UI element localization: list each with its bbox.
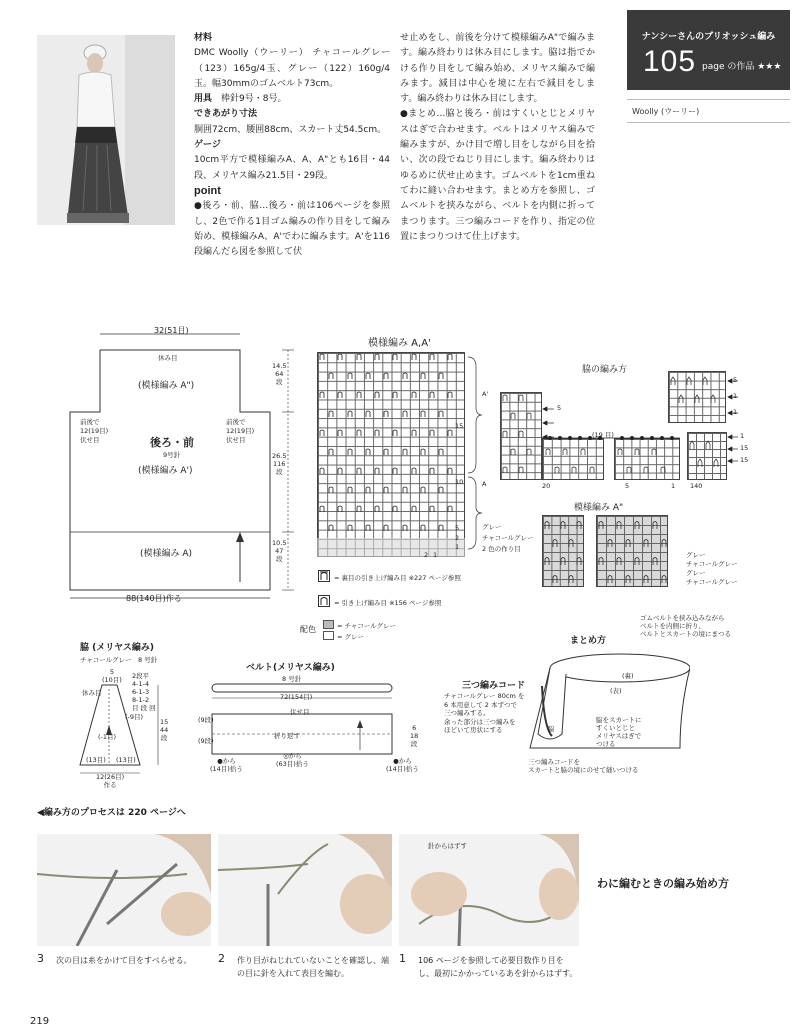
chart-row-10: 10 — [455, 478, 464, 486]
purl-slip-icon — [318, 570, 330, 582]
side-top-width: 5 (10目) — [102, 668, 122, 684]
finish-note-1: ゴムベルトを挟み込みながら ベルトを内側に折り、 ベルトとスカートの境にまつる — [640, 614, 731, 638]
side-col-20: 20 — [542, 482, 551, 490]
chart-aa-title: 模様編み A,A' — [368, 338, 431, 349]
finishing-text: ●まとめ…脇と後ろ・前はすくいとじとメリヤスはぎで合わせます。ベルトはメリヤス編みで編みますが、かけ目で増し目をしながら目を拾い、次の段でねじり目にします。編み終わりはゆるめに伏せ止めます。ゴムベルトを1cm重ねてわに縫い合わせます。まとめ方を参照し、ゴムベルトを挟みながら、ベルトを内側に折ってまつります。三つ編みコードを作り、指定の位置にまつりつけて仕上げます。 — [400, 109, 595, 242]
side-chart-symbols — [500, 371, 750, 483]
side-decrease-total: (-9目) — [125, 713, 144, 721]
side-col-1: 1 — [671, 482, 676, 490]
finish-title: まとめ方 — [570, 636, 607, 646]
finish-note-2: 脇をスカートに すくいとじと メリヤスはぎで つける — [596, 716, 642, 748]
heading-point: point — [194, 184, 221, 197]
body-pattern-a1: (模様編み A') — [138, 466, 193, 476]
chart-a2-legend-1: グレー — [686, 551, 706, 559]
side-arrow-1b: 1 — [733, 408, 738, 416]
finish-back: (裏) — [622, 672, 634, 680]
body-top-width: 32(51目) — [154, 326, 189, 335]
chart-label-a1: A' — [482, 390, 489, 398]
side-rest-count: (19 目) — [592, 431, 614, 439]
side-bottom-width: 12(26目) 作る — [96, 773, 125, 789]
chart-row-1: 1 — [455, 543, 460, 551]
finish-side: 脇 — [548, 725, 555, 733]
body-dim-mid: 26.5 116 段 — [272, 452, 287, 476]
chart-col-1: 1 — [433, 551, 438, 559]
body-dim-top: 14.5 64 段 — [272, 362, 287, 386]
divider — [627, 122, 790, 123]
side-bottom-right: (13目) — [116, 756, 136, 764]
step-3-illustration — [37, 834, 211, 946]
side-piece-sub: チャコールグレー 8 号針 — [80, 656, 158, 664]
side-arrow-15b: 15 — [740, 456, 749, 464]
symbol-knit-slip: = 引き上げ編み目 ※156 ページ参照 — [334, 599, 442, 607]
belt-pickup-right: ●から (14目)拾う — [386, 757, 419, 773]
body-rest-label: 休み目 — [158, 354, 178, 362]
belt-title: ベルト(メリヤス編み) — [246, 663, 335, 673]
belt-bindoff: 伏せ目 — [290, 708, 310, 716]
chart-row-5: 5 — [455, 524, 460, 532]
chart-row-2: 2 — [455, 534, 460, 542]
pattern-header — [627, 10, 790, 90]
yarn-name: Woolly (ウーリー) — [632, 107, 700, 116]
instructions-text: せ止めをし、前後を分けて模様編みA"で編みます。編み終わりは休み目にします。脇は指でかける作り目をして編み始め、メリヤス編みで編みます。減目は中心を境に左右で減目をします。編み終わりは休み目にします。 — [400, 33, 595, 105]
chart-a2-legend-3: グレー — [686, 569, 706, 577]
chart-legend-cast: 2 色の作り目 — [482, 545, 521, 553]
side-arrow-5: 5 — [557, 404, 562, 412]
body-dim-bot: 10.5 47 段 — [272, 539, 287, 563]
color-charcoal: = チャコールグレー — [337, 622, 397, 630]
gray-swatch — [323, 631, 334, 640]
body-pattern-a: (模様編み A) — [140, 549, 193, 559]
belt-rows-left: (9段) — [198, 716, 214, 724]
belt-needle: 8 号針 — [282, 675, 302, 683]
chart-legend-gray: グレー — [482, 523, 502, 531]
process-subtitle: わに編むときの編み始め方 — [597, 877, 729, 890]
side-arrow-1c: 1 — [740, 432, 745, 440]
color-heading: 配色 — [300, 625, 316, 634]
braid-text: チャコールグレー 80cm を 6 本用意して 2 本ずつで 三つ編みする。 余った部分は三つ編みを ほどいて房状にする — [444, 692, 525, 734]
page-number: 219 — [30, 1016, 50, 1027]
gauge-text: 10cm平方で模様編みA、A、A"とも16目・44段、メリヤス編み21.5目・29段。 — [194, 155, 390, 181]
step-1-label: 針からはずす — [428, 842, 467, 850]
chart-a2-symbols — [542, 515, 672, 587]
heading-material: 材料 — [194, 33, 213, 43]
instructions-column — [400, 31, 595, 245]
pattern-title: ナンシーさんのブリオッシュ編み — [641, 32, 776, 42]
symbol-purl-slip: = 裏目の引き上げ編み目 ※227 ページ参照 — [334, 574, 461, 582]
body-piece-name: 後ろ・前 — [150, 436, 194, 449]
chart-a2-legend-2: チャコールグレー — [686, 560, 738, 568]
chart-label-a: A — [482, 480, 487, 488]
side-arrow-1a: 1 — [733, 392, 738, 400]
body-bindoff-right: 前後で 12(19目) 伏せ目 — [226, 418, 255, 444]
heading-size: できあがり寸法 — [194, 109, 258, 120]
heading-gauge: ゲージ — [194, 140, 221, 151]
chart-row-15: 15 — [455, 422, 464, 430]
body-bindoff-left: 前後で 12(19目) 伏せ目 — [80, 418, 109, 444]
model-photo — [37, 35, 175, 225]
charcoal-swatch — [323, 620, 334, 629]
divider — [627, 99, 790, 100]
body-pattern-a2: (模様編み A") — [138, 381, 195, 391]
model-illustration — [37, 35, 175, 225]
chart-a2-legend-4: チャコールグレー — [686, 578, 738, 586]
chart-legend-charcoal: チャコールグレー — [482, 534, 534, 542]
step-3-caption: 次の目は糸をかけて目をすべらせる。 — [56, 956, 192, 965]
step-1-caption: 106 ページを参照して必要目数作り目をし、最初にかかっているあを針からはずす。 — [418, 956, 578, 978]
finish-front: (表) — [610, 687, 622, 695]
pattern-page-number: 105 — [643, 45, 697, 78]
body-bottom-width: 88(140目)作る — [126, 594, 182, 603]
materials-column — [194, 31, 390, 260]
side-col-140: 140 — [690, 482, 703, 490]
side-arrow-5b: 5 — [733, 376, 738, 384]
side-decrease: 2段平 4-1-4 6-1-3 8-1-2 目 段 回 — [132, 672, 156, 712]
belt-fold: 折り返す — [274, 732, 300, 740]
side-arrow-15a: 15 — [740, 444, 749, 452]
chart-col-2: 2 — [424, 551, 429, 559]
side-piece-title: 脇 (メリヤス編み) — [80, 643, 155, 653]
color-gray: = グレー — [337, 633, 365, 641]
step-3-number: 3 — [37, 952, 44, 965]
belt-pickup-center: ◎から (63目)拾う — [276, 752, 309, 768]
side-chart-title: 脇の編み方 — [582, 365, 628, 375]
body-needle: 9号針 — [163, 451, 181, 459]
side-col-5: 5 — [625, 482, 630, 490]
tools-text: 棒針9号・8号。 — [221, 94, 287, 105]
step-2-illustration — [218, 834, 392, 946]
belt-height: 6 18 段 — [410, 724, 419, 748]
process-link[interactable]: ◀編み方のプロセスは 220 ページへ — [37, 808, 186, 818]
belt-rows-left2: (9段) — [198, 737, 214, 745]
step-3-photo — [37, 834, 211, 946]
step-1-photo — [399, 834, 579, 946]
belt-width: 72(154目) — [280, 693, 313, 701]
step-1-number: 1 — [399, 952, 406, 965]
finish-note-3: 三つ編みコードを スカートと脇の境にのせて縫いつける — [528, 758, 639, 774]
pattern-page-label: page の作品 ★★★ — [702, 62, 782, 72]
knit-slip-icon — [318, 595, 330, 607]
step-2-caption: 作り目がねじれていないことを確認し、端の目に針を入れて表目を編む。 — [237, 956, 389, 978]
heading-tools: 用具 — [194, 94, 213, 105]
chart-aa-symbols — [317, 352, 465, 557]
side-rest: 休み目 — [82, 689, 102, 697]
side-center: (-1目) — [98, 733, 117, 741]
chart-a2-title: 模様編み A" — [574, 503, 624, 513]
point-text: ●後ろ・前、脇…後ろ・前は106ページを参照し、2色で作る1目ゴム編みの作り目をして編み始め、模様編みA、A'でわに編みます。A'を116段編んだら図を参照して伏 — [194, 201, 390, 258]
step-2-number: 2 — [218, 952, 225, 965]
step-1-illustration — [399, 834, 579, 946]
side-height: 15 44 段 — [160, 718, 169, 742]
side-bottom-left: (13目) — [86, 756, 106, 764]
belt-pickup-left: ●から (14目)拾う — [210, 757, 243, 773]
step-2-photo — [218, 834, 392, 946]
braid-title: 三つ編みコード — [462, 681, 526, 691]
material-text: DMC Woolly（ウーリー） チャコールグレー（123）165g/4玉、グレー（122）160g/4玉。幅30mmのゴムベルト73cm。 — [194, 48, 390, 89]
size-text: 胴囲72cm、腰囲88cm、スカート丈54.5cm。 — [194, 124, 387, 135]
